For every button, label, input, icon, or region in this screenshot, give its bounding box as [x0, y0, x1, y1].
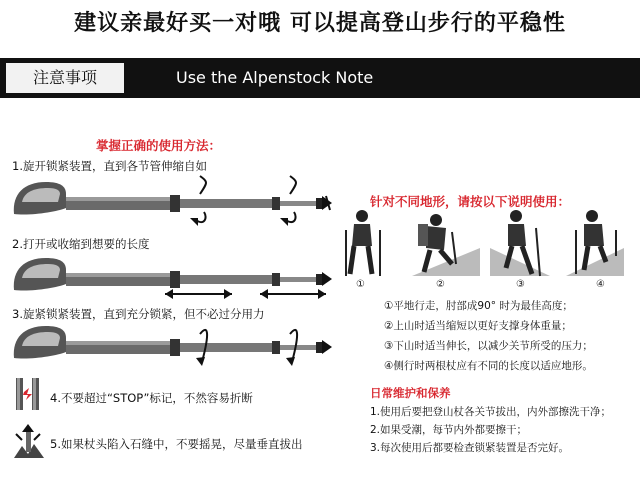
terrain-tip-2: ②上山时适当缩短以更好支撑身体重量；	[384, 320, 572, 332]
page-headline: 建议亲最好买一对哦 可以提高登山步行的平稳性	[74, 11, 566, 36]
usage-step-4: 4.不要超过“STOP”标记，不然容易折断	[50, 391, 253, 405]
hiker-uphill-icon	[412, 214, 480, 276]
terrain-marker-1: ①	[356, 279, 365, 290]
maintenance-item-3: 3.每次使用后都要检查锁紧装置是否完好。	[370, 442, 570, 454]
banner-note-title: Use the Alpenstock Note	[176, 68, 374, 87]
terrain-marker-4: ④	[596, 279, 605, 290]
terrain-tip-1: ①平地行走，肘部成90° 时为最佳高度；	[384, 300, 573, 312]
banner-tab-label: 注意事项	[6, 63, 124, 93]
usage-step-3: 3.旋紧锁紧装置，直到充分锁紧，但不必过分用力	[12, 307, 265, 321]
hiker-flat-icon	[346, 210, 380, 276]
hiker-traverse-icon	[566, 210, 624, 276]
maintenance-item-2: 2.如果受潮，每节内外都要擦干；	[370, 424, 528, 436]
usage-step-1: 1.旋开锁紧装置，直到各节管伸缩自如	[12, 159, 207, 173]
pull-out-pole-icon	[12, 424, 46, 460]
maintenance-item-1: 1.使用后要把登山杖各关节拔出，内外部擦洗干净；	[370, 406, 612, 418]
trekking-pole-illustration-2	[10, 250, 340, 306]
terrain-marker-2: ②	[436, 279, 445, 290]
terrain-title: 针对不同地形，请按以下说明使用：	[370, 194, 571, 209]
hiker-illustrations	[340, 208, 630, 278]
stop-mark-warning-icon	[12, 376, 46, 412]
terrain-tip-4: ④侧行时两根杖应有不同的长度以适应地形。	[384, 360, 593, 372]
terrain-marker-3: ③	[516, 279, 525, 290]
terrain-tip-3: ③下山时适当伸长，以减少关节所受的压力；	[384, 340, 593, 352]
trekking-pole-illustration-3	[10, 320, 340, 370]
usage-title: 掌握正确的使用方法：	[96, 138, 222, 153]
hiker-downhill-icon	[490, 210, 550, 276]
usage-step-5: 5.如果杖头陷入石缝中，不要摇晃，尽量垂直拔出	[50, 437, 303, 451]
maintenance-title: 日常维护和保养	[370, 386, 451, 400]
usage-step-2: 2.打开或收缩到想要的长度	[12, 237, 150, 251]
trekking-pole-illustration-1	[10, 172, 340, 232]
